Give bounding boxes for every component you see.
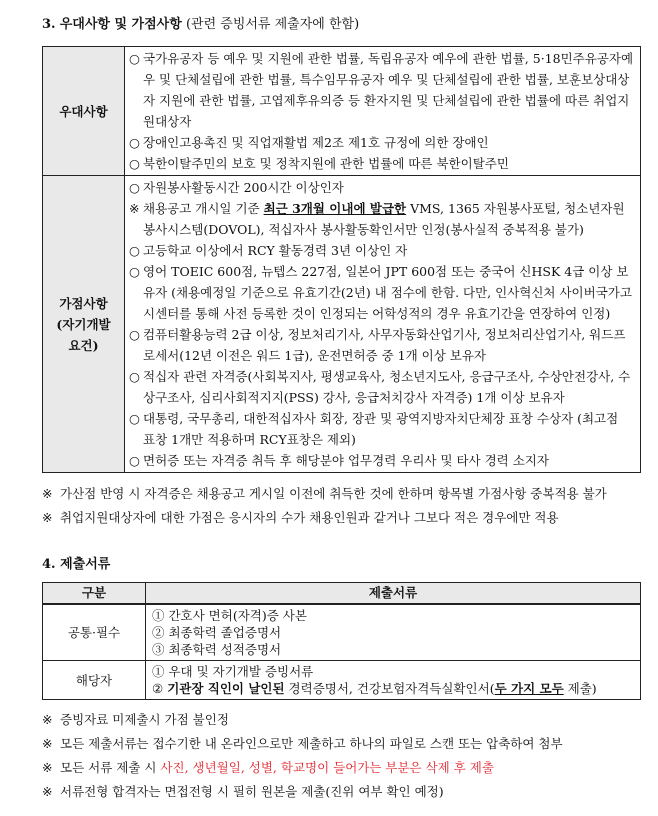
table-header-row (43, 583, 641, 605)
circle-bullet-icon: ○ (129, 156, 140, 171)
preference-row (43, 47, 641, 176)
note-text: 채용공고 개시일 기준 (143, 201, 264, 216)
reference-mark-icon: ※ (42, 510, 53, 525)
note-item (42, 780, 642, 804)
note-text: 모든 제출서류는 접수기한 내 온라인으로만 제출하고 하나의 파일로 스캔 또는 압축하여 첨부 (60, 736, 563, 751)
document-text: 경력증명서, 건강보험자격득실확인서( (284, 681, 495, 696)
note-emphasis: 최근 3개월 이내에 발급한 (263, 201, 407, 216)
circle-bullet-icon: ○ (129, 243, 140, 258)
bonus-row (43, 176, 641, 473)
document-item: ① 간호사 면허(자격)증 사본 (152, 608, 307, 623)
note-warning-text: 사진, 생년월일, 성별, 학교명이 들어가는 부분은 삭제 후 제출 (160, 760, 494, 775)
section3-notes (42, 482, 642, 530)
reference-mark-icon: ※ (42, 784, 53, 799)
bonus-item-text: 면허증 또는 자격증 취득 후 해당분야 업무경력 우리사 및 타사 경력 소지자 (143, 453, 549, 468)
bonus-label-line: (자기개발 (56, 316, 111, 332)
bonus-item-text: 대통령, 국무총리, 대한적십자사 회장, 장관 및 광역지방자치단체장 표창 수상자 (최고점 표창 1개만 적용하며 RCY표창은 제외) (143, 411, 619, 447)
row-category: 해당자 (43, 661, 146, 700)
document-item: ② 최종학력 졸업증명서 (152, 625, 282, 640)
circle-bullet-icon: ○ (129, 327, 140, 342)
note-item (42, 732, 642, 756)
document-item (152, 680, 634, 697)
note-text: VMS, 1365 자원봉사포털, 청소년자원봉사시스템(DOVOL), 적십자사 봉사활동확인서만 인정(봉사실적 중복적용 불가) (143, 201, 625, 237)
list-item (129, 198, 634, 240)
documents-table (42, 582, 641, 700)
bonus-item-text: 자원봉사활동시간 200시간 이상인자 (143, 180, 344, 195)
document-emphasis: 기관장 직인이 날인된 (167, 681, 285, 696)
note-text: 모든 서류 제출 시 (60, 760, 161, 775)
list-item (129, 177, 634, 198)
list-item (129, 261, 634, 324)
section4-notes (42, 708, 642, 804)
circle-bullet-icon: ○ (129, 264, 140, 279)
list-item (129, 153, 634, 174)
bonus-item-text: 적십자 관련 자격증(사회복지사, 평생교육사, 청소년지도사, 응급구조사, 수상안전강사, 수상구조사, 심리사회적지지(PSS) 강사, 응급처치강사 자격증) 1개 이상 보유자 (143, 369, 631, 405)
list-item (129, 324, 634, 366)
section3-heading (42, 14, 359, 35)
document-text: 제출) (563, 681, 597, 696)
circle-bullet-icon: ○ (129, 180, 140, 195)
reference-mark-icon: ※ (42, 712, 53, 727)
preference-content (125, 47, 641, 176)
section3-subtitle: (관련 증빙서류 제출자에 한함) (185, 17, 360, 32)
bonus-item-text: 고등학교 이상에서 RCY 활동경력 3년 이상인 자 (143, 243, 408, 258)
note-text: 서류전형 합격자는 면접전형 시 필히 원본을 제출(진위 여부 확인 예정) (60, 784, 444, 799)
section3-number: 3. (42, 17, 56, 32)
bonus-label-line: 요건) (68, 337, 99, 353)
row-documents (146, 604, 641, 661)
bonus-content (125, 176, 641, 473)
list-item (129, 450, 634, 471)
section4-heading: 4. 제출서류 (42, 557, 111, 572)
note-item (42, 708, 642, 732)
list-item (129, 132, 634, 153)
preference-label: 우대사항 (43, 47, 125, 176)
note-item (42, 482, 642, 506)
reference-mark-icon: ※ (42, 736, 53, 751)
preference-item-text: 국가유공자 등 예우 및 지원에 관한 법률, 독립유공자 예우에 관한 법률, 5·18민주유공자예우 및 단체설립에 관한 법률, 특수임무유공자 예우 및 단체설립에 관한 법률, 보훈보상대상자 지원에 관한 법률, 고엽제후유의증 등 환자지원 및 단체설립에 관한 법률에 따른 취업지원대상자 (143, 51, 634, 129)
reference-mark-icon: ※ (42, 486, 53, 501)
list-item (129, 408, 634, 450)
document-item: ③ 최종학력 성적증명서 (152, 642, 282, 657)
document-emphasis-underlined: 두 가지 모두 (494, 681, 564, 696)
bonus-label-line: 가점사항 (59, 295, 108, 311)
document-item: ① 우대 및 자기개발 증빙서류 (152, 664, 314, 679)
note-item (42, 756, 642, 780)
bonus-item-text: 컴퓨터활용능력 2급 이상, 정보처리기사, 사무자동화산업기사, 정보처리산업기사, 워드프로세서(12년 이전은 워드 1급), 운전면허증 중 1개 이상 보유자 (143, 327, 626, 363)
item-number: ② (152, 681, 168, 696)
preference-item-text: 장애인고용촉진 및 직업재활법 제2조 제1호 규정에 의한 장애인 (143, 135, 489, 150)
circle-bullet-icon: ○ (129, 453, 140, 468)
note-text: 가산점 반영 시 자격증은 채용공고 게시일 이전에 취득한 것에 한하며 항목별 가점사항 중복적용 불가 (60, 486, 607, 501)
row-category: 공통·필수 (43, 604, 146, 661)
circle-bullet-icon: ○ (129, 369, 140, 384)
bonus-item-text: 영어 TOEIC 600점, 뉴텝스 227점, 일본어 JPT 600점 또는 중국어 신HSK 4급 이상 보유자 (채용예정일 기준으로 유효기간(2년) 내 점수에 한함. 다만, 인사혁신처 사이버국가고시센터를 통해 사전 등록한 것이 인정되는 어학성적의 경우 유효기간을 연장하여 인정) (143, 264, 632, 321)
section3-title: 우대사항 및 가점사항 (59, 17, 182, 32)
circle-bullet-icon: ○ (129, 135, 140, 150)
preference-item-text: 북한이탈주민의 보호 및 정착지원에 관한 법률에 따른 북한이탈주민 (143, 156, 509, 171)
column-header-category: 구분 (43, 583, 146, 605)
preference-table (42, 46, 641, 473)
circle-bullet-icon: ○ (129, 51, 140, 66)
table-row (43, 604, 641, 661)
bonus-label (43, 176, 125, 473)
list-item (129, 48, 634, 132)
list-item (129, 240, 634, 261)
list-item (129, 366, 634, 408)
note-text: 증빙자료 미제출시 가점 불인정 (60, 712, 229, 727)
row-documents (146, 661, 641, 700)
note-item (42, 506, 642, 530)
reference-mark-icon: ※ (129, 201, 140, 216)
table-row (43, 661, 641, 700)
reference-mark-icon: ※ (42, 760, 53, 775)
circle-bullet-icon: ○ (129, 411, 140, 426)
note-text: 취업지원대상자에 대한 가점은 응시자의 수가 채용인원과 같거나 그보다 적은 경우에만 적용 (60, 510, 559, 525)
column-header-documents: 제출서류 (146, 583, 641, 605)
